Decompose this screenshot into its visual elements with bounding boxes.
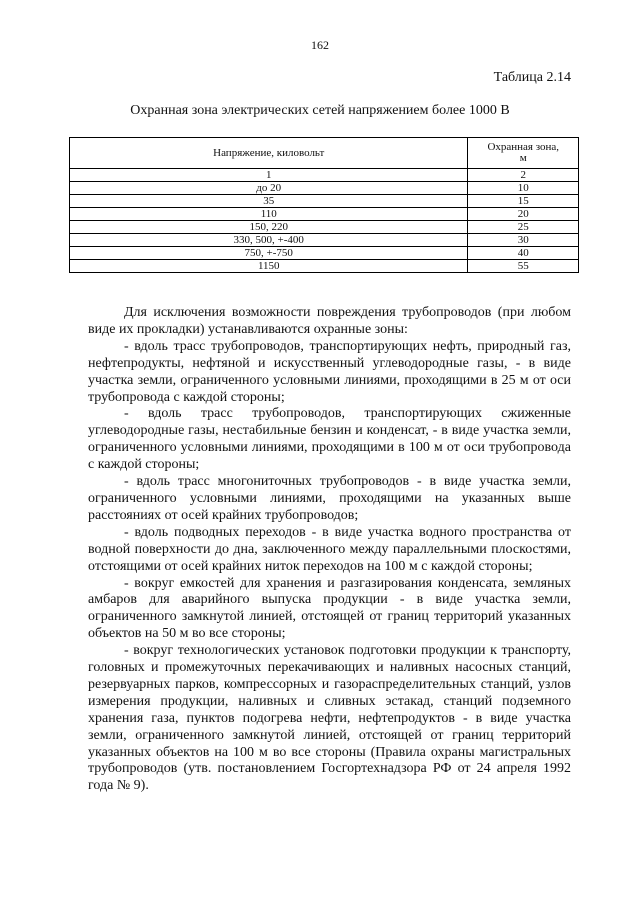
header-zone xyxy=(468,138,579,169)
header-voltage: Напряжение, киловольт xyxy=(70,138,468,169)
table-header-row xyxy=(70,138,579,169)
intro-paragraph: Для исключения возможности повреждения трубопроводов (при любом виде их прокладки) устанавливаются охранные зоны: xyxy=(88,305,571,337)
cell-voltage: 1150 xyxy=(70,260,468,273)
table-row xyxy=(70,247,579,260)
body-text xyxy=(88,305,571,795)
header-zone-line1: Охранная зона, xyxy=(487,141,560,153)
zone-item-underwater-crossings: - вдоль подводных переходов - в виде участка водного пространства от водной поверхности до дна, заключенного между параллельными плоскостями, отстоящими от осей крайних ниток переходов на 100 м с каждой стороны; xyxy=(88,524,571,574)
table-row xyxy=(70,260,579,273)
zone-item-multi-line-pipelines: - вдоль трасс многониточных трубопроводов - в виде участка земли, ограниченного условными линиями, проходящими на указанных выше расстояниях от осей крайних трубопроводов; xyxy=(88,474,571,523)
zone-item-technological-installations: - вокруг технологических установок подготовки продукции к транспорту, головных и промежуточных перекачивающих и наливных насосных станций, резервуарных парков, компрессорных и газораспределительных станций, узлов измерения продукции, наливных и сливных эстакад, станций подземного хранения газа, пунктов подогрева нефти, нефтепродуктов - в виде участка земли, ограниченного замкнутой линией, отстоящей от границ территорий указанных объектов на 100 м во все стороны (Правила охраны магистральных трубопроводов (утв. постановлением Госгортехнадзора РФ от 24 апреля 1992 года № 9). xyxy=(88,643,571,794)
zone-item-liquefied-gas-pipelines: - вдоль трасс трубопроводов, транспортирующих сжиженные углеводородные газы, нестабильные бензин и конденсат, - в виде участка земли, ограниченного условными линиями, проходящими в 100 м от оси трубопровода с каждой стороны; xyxy=(88,406,571,473)
zone-item-oil-gas-pipelines: - вдоль трасс трубопроводов, транспортирующих нефть, природный газ, нефтепродукты, нефтяной и искусственный углеводородные газы, - в виде участка земли, ограниченного условными линиями, проходящими в 25 м от оси трубопровода с каждой стороны; xyxy=(88,338,571,405)
table-row xyxy=(70,208,579,221)
cell-zone: 2 xyxy=(468,169,579,182)
table-title: Охранная зона электрических сетей напряжением более 1000 В xyxy=(130,103,510,118)
cell-zone: 55 xyxy=(468,260,579,273)
header-zone-line2: м xyxy=(519,152,527,164)
cell-voltage: 110 xyxy=(70,208,468,221)
table-row xyxy=(70,195,579,208)
cell-zone: 20 xyxy=(468,208,579,221)
cell-zone: 40 xyxy=(468,247,579,260)
page-number: 162 xyxy=(311,38,329,52)
voltage-zone-table xyxy=(69,137,579,273)
cell-zone: 25 xyxy=(468,221,579,234)
table-row xyxy=(70,169,579,182)
cell-zone: 30 xyxy=(468,234,579,247)
cell-voltage: 150, 220 xyxy=(70,221,468,234)
cell-zone: 15 xyxy=(468,195,579,208)
cell-voltage: 330, 500, +-400 xyxy=(70,234,468,247)
table-row xyxy=(70,234,579,247)
cell-voltage: 35 xyxy=(70,195,468,208)
cell-voltage: 750, +-750 xyxy=(70,247,468,260)
cell-voltage: до 20 xyxy=(70,182,468,195)
table-label: Таблица 2.14 xyxy=(493,70,571,85)
zone-item-condensate-tanks: - вокруг емкостей для хранения и разгазирования конденсата, земляных амбаров для аварийного выпуска продукции - в виде участка земли, ограниченного замкнутой линией, отстоящей от границ территорий указанных объектов на 50 м во все стороны; xyxy=(88,575,571,642)
table-row xyxy=(70,182,579,195)
cell-voltage: 1 xyxy=(70,169,468,182)
cell-zone: 10 xyxy=(468,182,579,195)
table-row xyxy=(70,221,579,234)
